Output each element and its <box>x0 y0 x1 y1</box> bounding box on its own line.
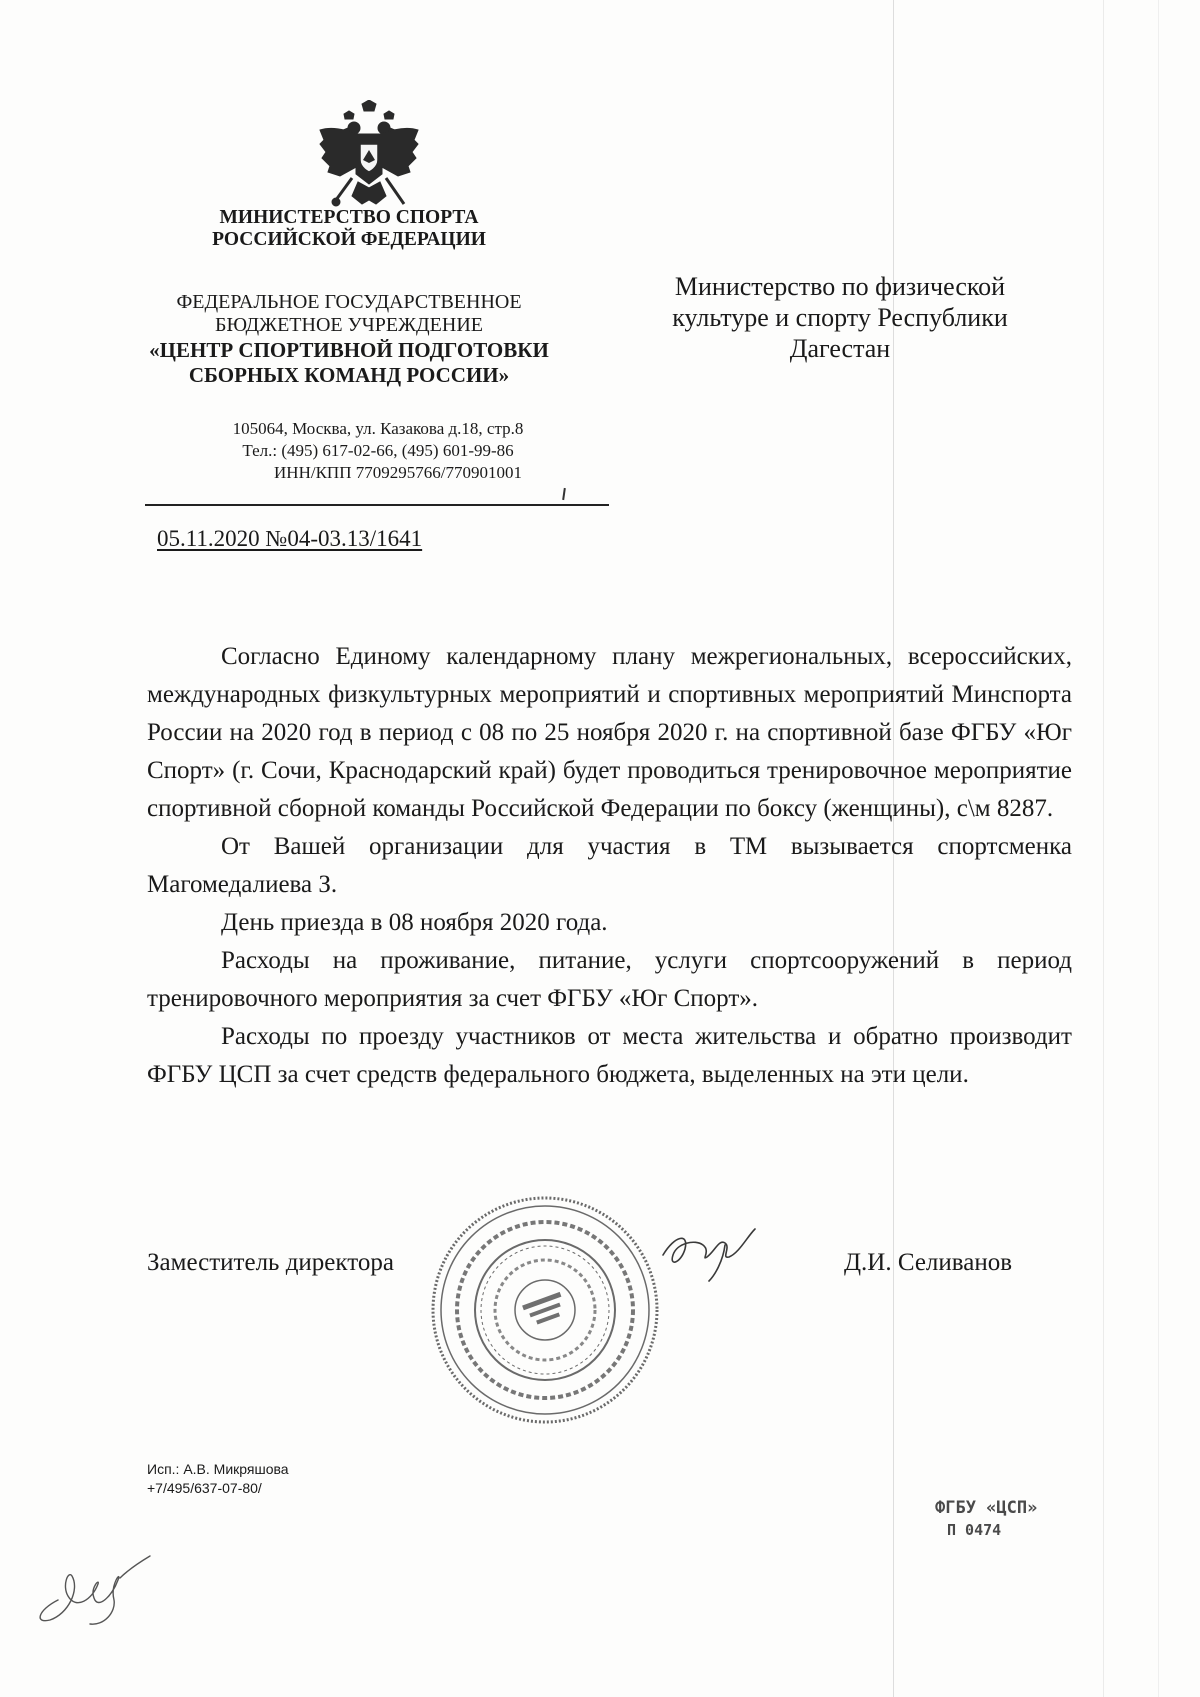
org-line-3: «ЦЕНТР СПОРТИВНОЙ ПОДГОТОВКИ <box>149 338 549 362</box>
ministry-line-2: РОССИЙСКОЙ ФЕДЕРАЦИИ <box>212 229 486 250</box>
executor-name: Исп.: А.В. Микряшова <box>147 1461 289 1477</box>
scan-artifact-line <box>1103 0 1104 1697</box>
recipient-line-2: культуре и спорту Республики <box>672 303 1008 332</box>
body-paragraph-4: Расходы на проживание, питание, услуги спортсооружений в период тренировочного мероприятия за счет ФГБУ «Юг Спорт». <box>147 947 1072 1012</box>
received-stamp-number: П 0474 <box>947 1521 1002 1539</box>
body-paragraph-3: День приезда в 08 ноября 2020 года. <box>221 909 608 936</box>
ministry-line-1: МИНИСТЕРСТВО СПОРТА <box>219 207 479 228</box>
registration-number: 05.11.2020 №04-03.13/1641 <box>157 526 423 551</box>
executor-phone: +7/495/637-07-80/ <box>147 1480 262 1496</box>
recipient-line-1: Министерство по физической <box>674 272 1006 301</box>
org-phones: Тел.: (495) 617-02-66, (495) 601-99-86 <box>242 441 514 460</box>
handwritten-signature <box>655 1215 765 1285</box>
coat-of-arms-icon <box>318 100 420 218</box>
received-stamp <box>935 1497 1037 1541</box>
recipient-block <box>640 271 1040 364</box>
body-paragraph-1: Согласно Единому календарному плану межрегиональных, всероссийских, международных физкультурных мероприятий и спортивных мероприятий Минспорта России на 2020 год в период с 08 по 25 ноября 2020 г. на спортивной базе ФГБУ «Юг Спорт» (г. Сочи, Краснодарский край) будет проводиться тренировочное мероприятие спортивной сборной команды Российской Федерации по боксу (женщины), с\м 8287. <box>147 643 1072 822</box>
round-seal-stamp <box>425 1190 665 1430</box>
header-divider-mark <box>562 488 566 500</box>
header-divider <box>145 504 609 506</box>
signatory-title: Заместитель директора <box>147 1249 394 1276</box>
org-inn-kpp: ИНН/КПП 7709295766/770901001 <box>274 463 522 482</box>
executor-info <box>147 1460 289 1498</box>
recipient-line-3: Дагестан <box>789 334 891 363</box>
received-stamp-org: ФГБУ «ЦСП» <box>935 1498 1038 1518</box>
signatory-name: Д.И. Селиванов <box>844 1249 1013 1276</box>
scan-artifact-line <box>1158 0 1159 1697</box>
org-line-2: БЮДЖЕТНОЕ УЧРЕЖДЕНИЕ <box>214 314 484 336</box>
body-paragraph-5: Расходы по проезду участников от места жительства и обратно производит ФГБУ ЦСП за счет средств федерального бюджета, выделенных на эти цели. <box>147 1023 1072 1088</box>
org-line-4: СБОРНЫХ КОМАНД РОССИИ» <box>188 363 510 387</box>
handwritten-initials <box>28 1540 158 1630</box>
body-paragraph-2: От Вашей организации для участия в ТМ вызывается спортсменка Магомедалиева З. <box>147 833 1072 898</box>
letter-body <box>147 638 1072 1094</box>
org-address: 105064, Москва, ул. Казакова д.18, стр.8 <box>232 419 524 438</box>
org-line-1: ФЕДЕРАЛЬНОЕ ГОСУДАРСТВЕННОЕ <box>176 291 522 313</box>
